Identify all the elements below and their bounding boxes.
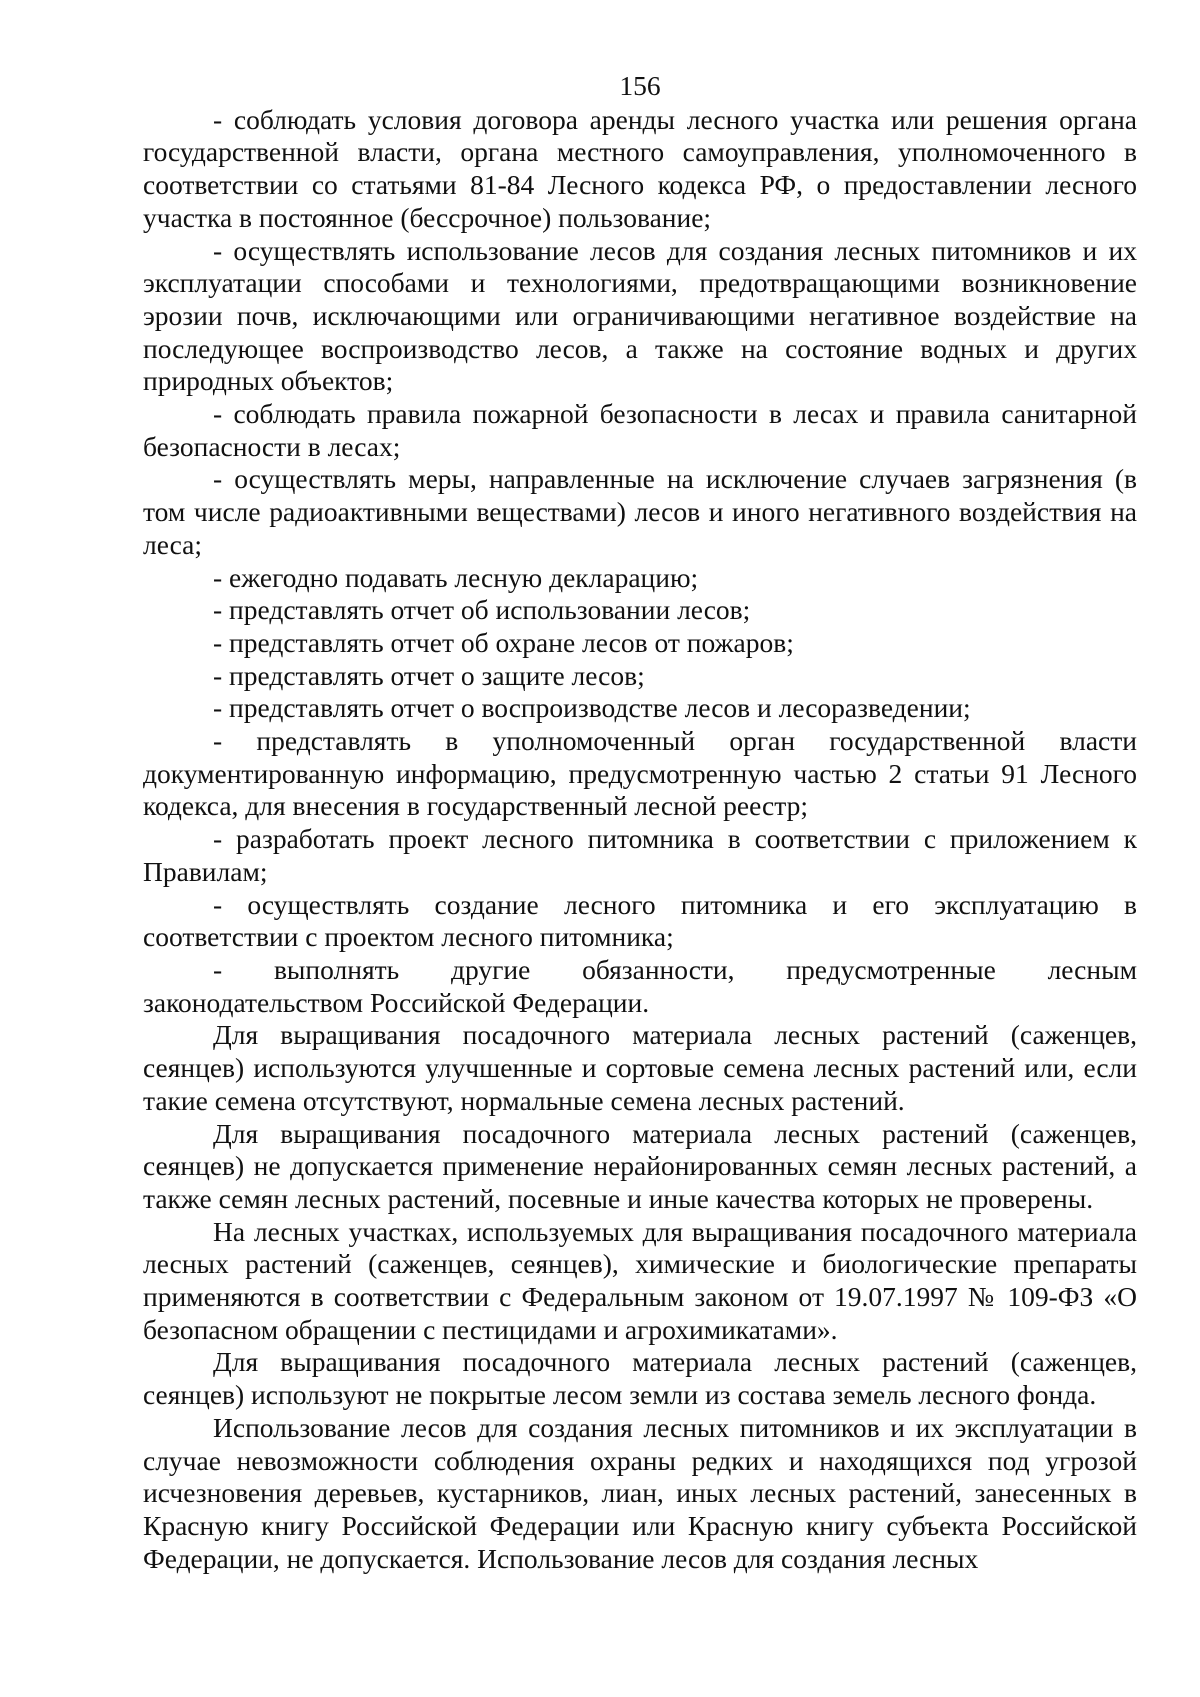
paragraph-reproduction-report: - представлять отчет о воспроизводстве лесов и лесоразведении;: [213, 692, 971, 724]
page-number: 156: [619, 70, 661, 101]
paragraph-usage-report: - представлять отчет об использовании лесов;: [213, 594, 751, 626]
paragraph-unzoned-seeds: Для выращивания посадочного материала лесных растений (саженцев, сеянцев) не допускается применение нерайонированных семян лесных растений, а также семян лесных растений, посевные и иные качества которых не проверены.: [143, 1117, 1137, 1214]
paragraph-fire-safety: - соблюдать правила пожарной безопасности в лесах и правила санитарной безопасности в лесах;: [143, 398, 1137, 462]
paragraph-other-duties: - выполнять другие обязанности, предусмотренные лесным законодательством Российской Федерации.: [143, 953, 1137, 1018]
paragraph-pollution-measures: - осуществлять меры, направленные на исключение случаев загрязнения (в том числе радиоактивными веществами) лесов и иного негативного воздействия на леса;: [143, 463, 1137, 560]
paragraph-lease-terms: - соблюдать условия договора аренды лесного участка или решения органа государственной власти, органа местного самоуправления, уполномоченного в соответствии со статьями 81-84 Лесного кодекса РФ, о предоставлении лесного участка в постоянное (бессрочное) пользование;: [143, 103, 1137, 233]
paragraph-nursery-project: - разработать проект лесного питомника в соответствии с приложением к Правилам;: [143, 823, 1137, 887]
paragraph-forest-declaration: - ежегодно подавать лесную декларацию;: [213, 561, 699, 593]
paragraph-protection-report: - представлять отчет о защите лесов;: [213, 659, 645, 691]
paragraph-pesticides: На лесных участках, используемых для выращивания посадочного материала лесных растений (саженцев, сеянцев), химические и биологические препараты применяются в соответствии с Федеральным законом от 19.07.1997 № 109-ФЗ «О безопасном обращении с пестицидами и агрохимикатами».: [143, 1215, 1137, 1345]
document-page: [143, 70, 1137, 1575]
paragraph-fire-protection-report: - представлять отчет об охране лесов от пожаров;: [213, 626, 794, 658]
paragraph-red-book: Использование лесов для создания лесных питомников и их эксплуатации в случае невозможности соблюдения охраны редких и находящихся под угрозой исчезновения деревьев, кустарников, лиан, иных лесных растений, занесенных в Красную книгу Российской Федерации или Красную книгу субъекта Российской Федерации, не допускается. Использование лесов для создания лесных: [143, 1411, 1137, 1574]
paragraph-registry-information: - представлять в уполномоченный орган государственной власти документированную информацию, предусмотренную частью 2 статьи 91 Лесного кодекса, для внесения в государственный лесной реестр;: [143, 725, 1137, 822]
paragraph-erosion-prevention: - осуществлять использование лесов для создания лесных питомников и их эксплуатации способами и технологиями, предотвращающими возникновение эрозии почв, исключающими или ограничивающими негативное воздействие на последующее воспроизводство лесов, а также на состояние водных и других природных объектов;: [143, 234, 1137, 397]
paragraph-improved-seeds: Для выращивания посадочного материала лесных растений (саженцев, сеянцев) используются улучшенные и сортовые семена лесных растений или, если такие семена отсутствуют, нормальные семена лесных растений.: [143, 1019, 1137, 1116]
paragraph-nursery-creation: - осуществлять создание лесного питомника и его эксплуатацию в соответствии с проектом лесного питомника;: [143, 888, 1137, 953]
paragraph-non-forested-lands: Для выращивания посадочного материала лесных растений (саженцев, сеянцев) используют не покрытые лесом земли из состава земель лесного фонда.: [143, 1346, 1137, 1411]
